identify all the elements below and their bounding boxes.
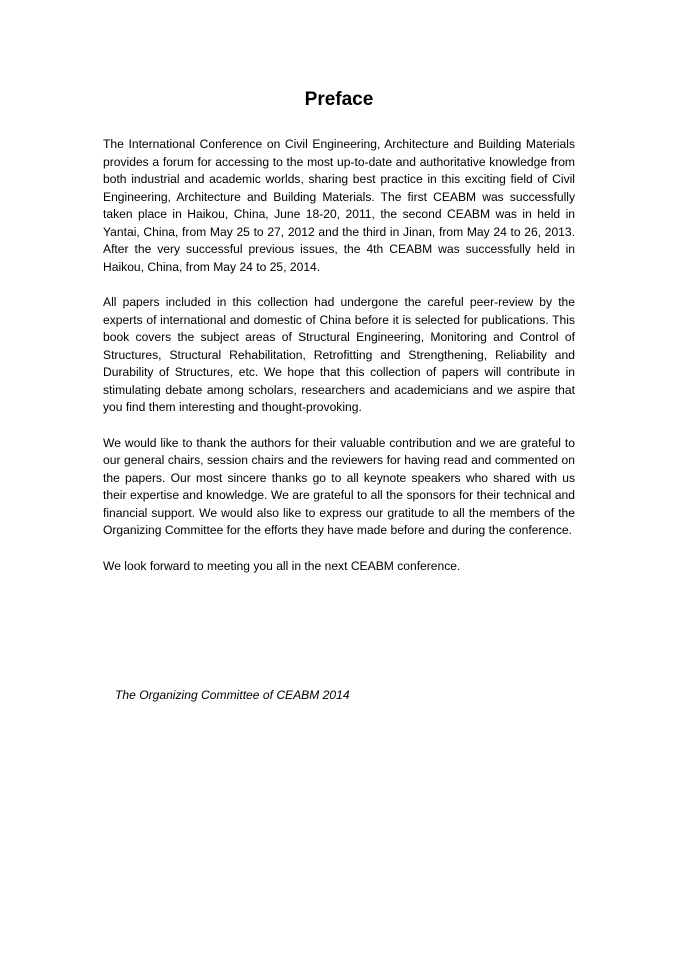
signature: The Organizing Committee of CEABM 2014 bbox=[115, 688, 350, 702]
preface-body bbox=[103, 136, 575, 593]
paragraph-thanks: We would like to thank the authors for their valuable contribution and we are grateful to our general chairs, session chairs and the reviewers for having read and commented on the papers. Our most sincere thanks go to all keynote speakers who shared with us their expertise and knowledge. We are grateful to all the sponsors for their technical and financial support. We would also like to express our gratitude to all the members of the Organizing Committee for the efforts they have made before and during the conference. bbox=[103, 435, 575, 537]
page-title: Preface bbox=[304, 89, 374, 110]
paragraph-closing: We look forward to meeting you all in the next CEABM conference. bbox=[103, 558, 461, 573]
paragraph-intro: The International Conference on Civil Engineering, Architecture and Building Materials provides a forum for accessing to the most up-to-date and authoritative knowledge from both industrial and academic worlds, sharing best practice in this exciting field of Civil Engineering, Architecture and Building Materials. The first CEABM was successfully taken place in Haikou, China, June 18-20, 2011, the second CEABM was in held in Yantai, China, from May 25 to 27, 2012 and the third in Jinan, from May 24 to 26, 2013. After the very successful previous issues, the 4th CEABM was successfully held in Haikou, China, from May 24 to 25, 2014. bbox=[103, 137, 575, 274]
paragraph-papers: All papers included in this collection had undergone the careful peer-review by the experts of international and domestic of China before it is selected for publications. This book covers the subject areas of Structural Engineering, Monitoring and Control of Structures, Structural Rehabilitation, Retrofitting and Strengthening, Reliability and Durability of Structures, etc. We hope that this collection of papers will contribute in stimulating debate among scholars, researchers and academicians and we aspire that you find them interesting and thought-provoking. bbox=[103, 295, 575, 414]
